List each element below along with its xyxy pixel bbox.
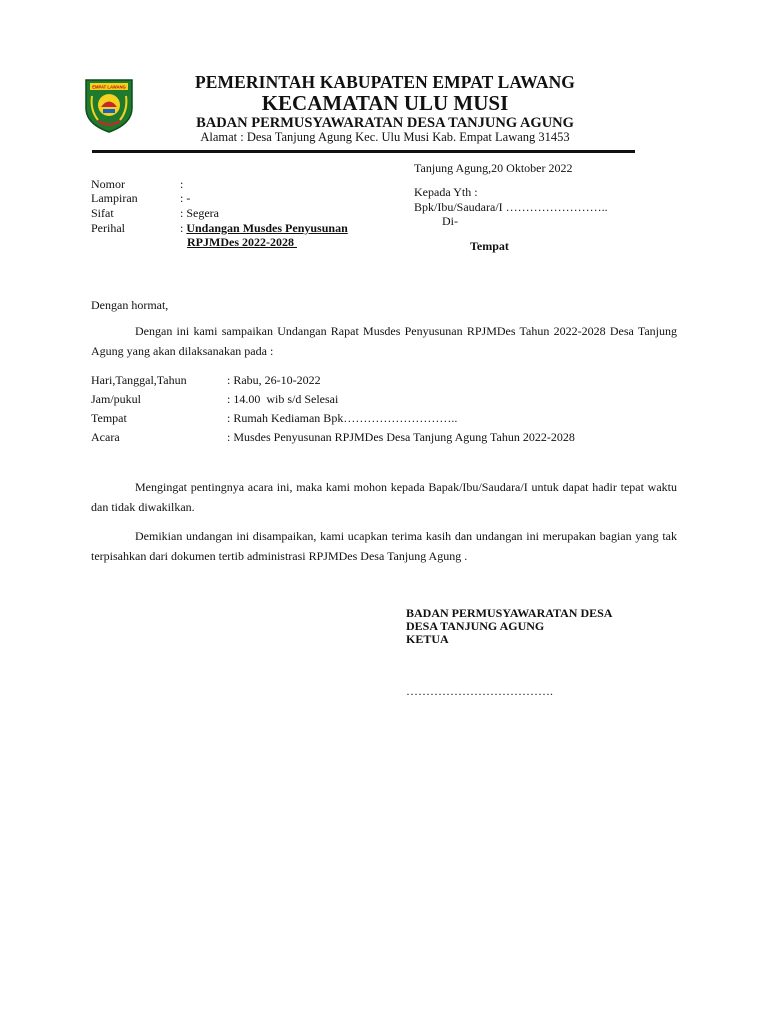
signature-title: KETUA: [406, 632, 449, 646]
detail-label-event: Acara: [91, 430, 120, 444]
reminder-paragraph: Mengingat pentingnya acara ini, maka kami mohon kepada Bapak/Ibu/Saudara/I untuk dapat hadir tepat waktu dan tidak diwakilkan.: [91, 480, 677, 514]
letterhead-address: Alamat : Desa Tanjung Agung Kec. Ulu Musi Kab. Empat Lawang 31453: [200, 130, 570, 144]
letterhead-divider: [92, 150, 635, 153]
detail-label-time: Jam/pukul: [91, 392, 141, 406]
recipient-heading: Kepada Yth :: [414, 185, 478, 199]
perihal-label: Perihal: [91, 221, 125, 235]
letterhead-council: BADAN PERMUSYAWARATAN DESA TANJUNG AGUNG: [196, 115, 574, 131]
perihal-subject-line2: RPJMDes 2022-2028: [187, 235, 297, 249]
signature-name-blank: ……………………………….: [406, 684, 553, 698]
detail-value-date: : Rabu, 26-10-2022: [227, 373, 321, 387]
recipient-place: Tempat: [470, 239, 509, 253]
lampiran-label: Lampiran: [91, 191, 138, 205]
signature-council: BADAN PERMUSYAWARATAN DESA: [406, 606, 613, 620]
perihal-colon: :: [180, 221, 187, 235]
recipient-name: Bpk/Ibu/Saudara/I ……………………..: [414, 200, 608, 214]
perihal-value: [180, 221, 390, 236]
detail-value-place: : Rumah Kediaman Bpk………………………..: [227, 411, 458, 425]
svg-text:EMPAT LAWANG: EMPAT LAWANG: [92, 84, 126, 90]
sifat-value: : Segera: [180, 206, 219, 220]
regency-emblem-logo: [84, 76, 134, 134]
letterhead-regency: PEMERINTAH KABUPATEN EMPAT LAWANG: [194, 72, 576, 92]
detail-label-place: Tempat: [91, 411, 127, 425]
signature-village: DESA TANJUNG AGUNG: [406, 619, 545, 633]
recipient-di: Di-: [442, 214, 458, 228]
lampiran-value: : -: [180, 191, 191, 205]
detail-value-event: : Musdes Penyusunan RPJMDes Desa Tanjung Agung Tahun 2022-2028: [227, 430, 575, 444]
nomor-label: Nomor: [91, 177, 125, 191]
detail-value-time: : 14.00 wib s/d Selesai: [227, 392, 339, 406]
greeting: Dengan hormat,: [91, 298, 169, 312]
detail-label-date: Hari,Tanggal,Tahun: [91, 373, 187, 387]
closing-paragraph: Demikian undangan ini disampaikan, kami ucapkan terima kasih dan undangan ini merupakan bagian yang tak terpisahkan dari dokumen tertib administrasi RPJMDes Desa Tanjung Agung .: [91, 529, 677, 563]
letterhead-district: KECAMATAN ULU MUSI: [261, 91, 509, 115]
sifat-label: Sifat: [91, 206, 114, 220]
nomor-value: :: [180, 177, 184, 191]
letter-date: Tanjung Agung,20 Oktober 2022: [414, 161, 573, 175]
perihal-subject-line1: Undangan Musdes Penyusunan: [186, 221, 348, 235]
intro-paragraph: Dengan ini kami sampaikan Undangan Rapat Musdes Penyusunan RPJMDes Tahun 2022-2028 Desa Tanjung Agung yang akan dilaksanakan pada :: [91, 324, 677, 358]
